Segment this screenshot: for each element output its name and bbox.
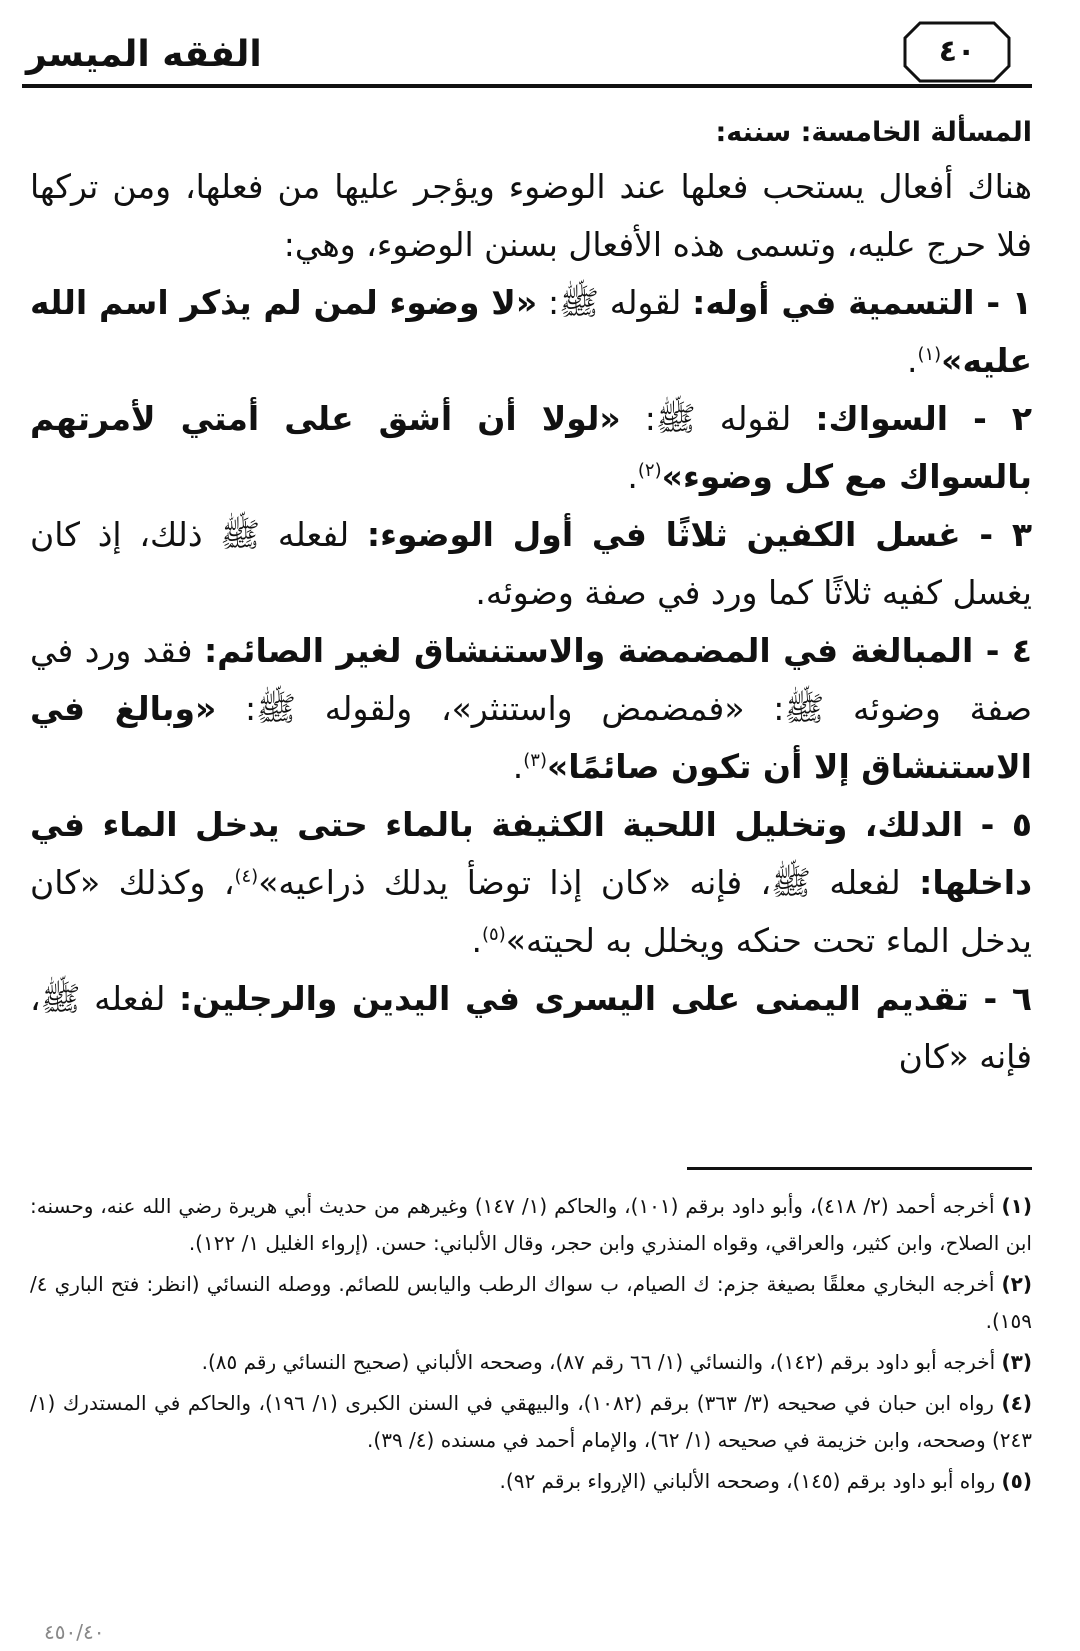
footnote-number: (١) (1001, 1194, 1032, 1218)
footnote (30, 1463, 1032, 1500)
footnote (30, 1385, 1032, 1459)
item-text: لقوله ﷺ: (537, 283, 682, 322)
list-item (30, 796, 1032, 970)
item-lead: ٥ - الدلك، وتخليل اللحية الكثيفة بالماء حتى يدخل الماء في داخلها: (30, 805, 1032, 902)
item-lead: ٢ - السواك: (815, 399, 1032, 438)
item-lead: ١ - التسمية في أوله: (692, 283, 1032, 322)
footnotes (30, 1188, 1032, 1504)
scan-page-mark: ٤٥٠/٤٠ (44, 1620, 105, 1644)
item-end: . (906, 341, 918, 380)
section-heading: المسألة الخامسة: سننه: (715, 117, 1032, 148)
item-lead: ٣ - غسل الكفين ثلاثًا في أول الوضوء: (366, 515, 1032, 554)
footnote-ref[interactable]: (٥) (482, 924, 506, 945)
footnote-ref[interactable]: (١) (917, 344, 942, 365)
footnote-number: (٤) (1001, 1391, 1032, 1415)
intro-paragraph: هناك أفعال يستحب فعلها عند الوضوء ويؤجر عليها من فعلها، ومن تركها فلا حرج عليه، وتسمى هذه الأفعال بسنن الوضوء، وهي: (30, 167, 1032, 264)
list-item (30, 622, 1032, 796)
page-number: ٤٠ (938, 34, 976, 69)
item-text: لقوله ﷺ: (620, 399, 792, 438)
item-text: لفعله ﷺ ذلك، إذ كان يغسل كفيه ثلاثًا كما ورد في صفة وضوئه. (30, 515, 1032, 612)
footnote (30, 1188, 1032, 1262)
header-divider (22, 84, 1032, 88)
main-text (30, 110, 1032, 1086)
footnote (30, 1344, 1032, 1381)
footnote-text: أخرجه أحمد (٢/ ٤١٨)، وأبو داود برقم (١٠١)، والحاكم (١/ ١٤٧) وغيرهم من حديث أبي هريرة رضي الله عنه، وحسنه: ابن الصلاح، وابن كثير، والعراقي، وقواه المنذري وابن حجر، وقال الألباني: حسن. (إرواء الغليل ١/ ١٢٢). (30, 1194, 1032, 1255)
item-end: . (471, 921, 483, 960)
hadith-quote: «وبالغ في الاستنشاق إلا أن تكون صائمًا» (30, 689, 1032, 786)
item-text-2: ، وكذلك «كان يدخل الماء تحت حنكه ويخلل به لحيته» (30, 863, 1032, 960)
footnote-ref[interactable]: (٢) (637, 460, 662, 481)
footnote-text: رواه ابن حبان في صحيحه (٣/ ٣٦٣) برقم (١٠٨٢)، والبيهقي في السنن الكبرى (١/ ١٩٦)، والحاكم في المستدرك (١/ ٢٤٣) وصححه، وابن خزيمة في صحيحه (١/ ٦٢)، والإمام أحمد في مسنده (٤/ ٣٩). (30, 1391, 1032, 1452)
footnote-number: (٣) (1001, 1350, 1032, 1374)
footnote-text: رواه أبو داود برقم (١٤٥)، وصححه الألباني (الإرواء برقم ٩٢). (499, 1469, 996, 1493)
footnote-ref[interactable]: (٣) (523, 750, 547, 771)
list-item (30, 506, 1032, 622)
page-number-badge (902, 20, 1012, 84)
item-lead: ٤ - المبالغة في المضمضة والاستنشاق لغير الصائم: (203, 631, 1032, 670)
page-header (18, 18, 1032, 90)
hadith-quote: «لولا أن أشق على أمتي لأمرتهم بالسواك مع كل وضوء» (30, 399, 1032, 496)
footnote-divider (687, 1167, 1032, 1170)
footnote-text: أخرجه أبو داود برقم (١٤٢)، والنسائي (١/ ٦٦ رقم ٨٧)، وصححه الألباني (صحيح النسائي رقم ٨٥). (201, 1350, 996, 1374)
list-item (30, 970, 1032, 1086)
footnote-ref[interactable]: (٤) (234, 866, 259, 887)
item-text: فقد ورد في صفة وضوئه ﷺ: «فمضمض واستنثر»، ولقوله ﷺ: (30, 631, 1032, 728)
footnote-text: أخرجه البخاري معلقًا بصيغة جزم: ك الصيام، ب سواك الرطب واليابس للصائم. ووصله النسائي (انظر: فتح الباري ٤/ ١٥٩). (30, 1272, 1032, 1333)
item-end: . (627, 457, 638, 496)
book-title: الفقه الميسر (26, 34, 262, 75)
footnote (30, 1266, 1032, 1340)
item-end: . (512, 747, 524, 786)
footnote-number: (٥) (1001, 1469, 1032, 1493)
hadith-quote: «لا وضوء لمن لم يذكر اسم الله عليه» (30, 283, 1032, 380)
footnote-number: (٢) (1001, 1272, 1032, 1296)
list-item (30, 390, 1032, 506)
item-lead: ٦ - تقديم اليمنى على اليسرى في اليدين والرجلين: (179, 979, 1033, 1018)
item-text: لفعله ﷺ، فإنه «كان إذا توضأ يدلك ذراعيه» (258, 863, 901, 902)
item-text: لفعله ﷺ، فإنه «كان (30, 979, 1032, 1076)
list-item (30, 274, 1032, 390)
